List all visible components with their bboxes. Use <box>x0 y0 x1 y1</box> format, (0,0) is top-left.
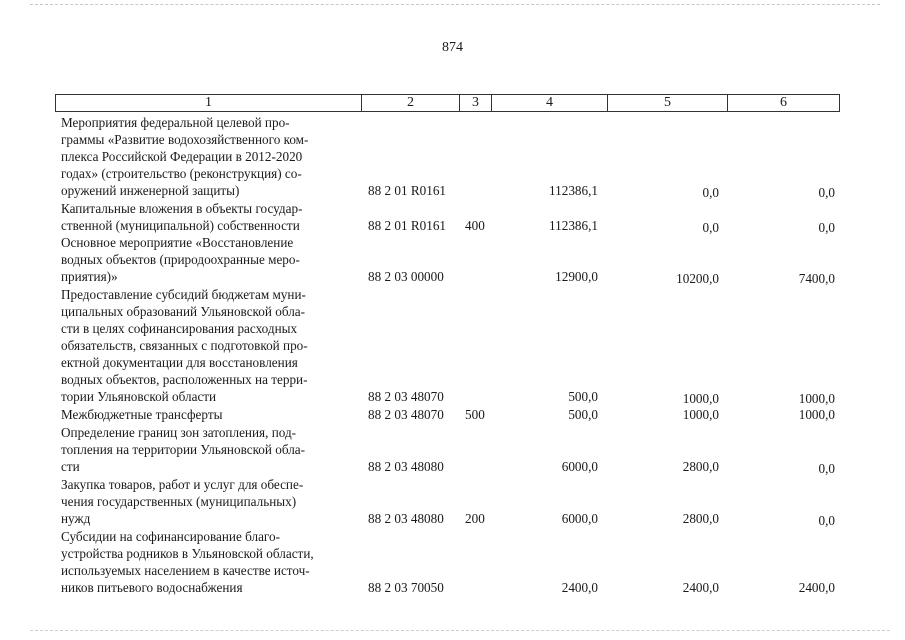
header-col-3: 3 <box>460 95 492 111</box>
row-4-code: 88 2 03 48070 <box>368 389 444 404</box>
row-5-value-6: 1000,0 <box>798 407 835 422</box>
row-2-code: 88 2 01 R0161 <box>368 218 447 233</box>
row-3-code: 88 2 03 00000 <box>368 269 444 284</box>
row-6-value-6: 0,0 <box>818 461 835 476</box>
page-number: 874 <box>442 40 463 55</box>
row-7-value-5: 2800,0 <box>682 511 719 526</box>
row-6-value-5: 2800,0 <box>682 459 719 474</box>
row-6-description: Определение границ зон затопления, под- топления на территории Ульяновской обла- сти <box>61 425 306 474</box>
header-col-6: 6 <box>780 95 787 110</box>
row-8-value-6: 2400,0 <box>798 580 835 595</box>
row-4-description: Предоставление субсидий бюджетам муни- ципальных образований Ульяновской обла- сти в целях софинансирования расходных обязательств, связанных с подготовкой про- ектной документации для восстановления водных объектов, расположенных на терри- тории Ульяновской области <box>61 287 308 404</box>
row-5-code: 88 2 03 48070 <box>368 407 444 422</box>
row-1-value-6: 0,0 <box>818 185 835 200</box>
row-5-description: Межбюджетные трансферты <box>61 407 223 422</box>
row-7-code: 88 2 03 48080 <box>368 511 444 526</box>
row-3-value-4: 12900,0 <box>555 269 598 284</box>
row-3-value-5: 10200,0 <box>676 271 719 286</box>
row-7-expense-type: 200 <box>465 511 485 526</box>
row-6-code: 88 2 03 48080 <box>368 459 444 474</box>
row-4-value-6: 1000,0 <box>798 391 835 406</box>
row-2-value-4: 112386,1 <box>549 218 598 233</box>
row-1-description: Мероприятия федеральной целевой про- граммы «Развитие водохозяйственного ком- плекса Российской Федерации в 2012-2020 годах» (строительство (реконструкция) со- оружений инженерной защиты) <box>61 115 309 198</box>
row-8-value-5: 2400,0 <box>682 580 719 595</box>
row-3-description: Основное мероприятие «Восстановление водных объектов (природоохранные меро- приятия)» <box>61 235 300 284</box>
scan-artifact-bottom <box>30 630 890 631</box>
row-1-value-5: 0,0 <box>702 185 719 200</box>
row-4-value-5: 1000,0 <box>682 391 719 406</box>
row-8-code: 88 2 03 70050 <box>368 580 444 595</box>
header-col-2: 2 <box>362 95 460 111</box>
row-5-value-5: 1000,0 <box>682 407 719 422</box>
header-col-4: 4 <box>492 95 608 111</box>
scan-artifact-top <box>30 4 880 5</box>
row-7-description: Закупка товаров, работ и услуг для обеспе- чения государственных (муниципальных) нужд <box>61 477 304 526</box>
table-header <box>55 94 840 112</box>
row-3-value-6: 7400,0 <box>798 271 835 286</box>
row-1-value-4: 112386,1 <box>549 183 598 198</box>
row-1-code: 88 2 01 R0161 <box>368 183 447 198</box>
row-2-value-5: 0,0 <box>702 220 719 235</box>
row-8-value-4: 2400,0 <box>561 580 598 595</box>
row-2-description: Капитальные вложения в объекты государ- ственной (муниципальной) собственности <box>61 201 303 233</box>
row-4-value-4: 500,0 <box>568 389 598 404</box>
row-7-value-4: 6000,0 <box>561 511 598 526</box>
header-col-5: 5 <box>608 95 728 111</box>
row-2-expense-type: 400 <box>465 218 485 233</box>
row-6-value-4: 6000,0 <box>561 459 598 474</box>
row-8-description: Субсидии на софинансирование благо- устройства родников в Ульяновской области, используемых населением в качестве источ- ников питьевого водоснабжения <box>61 529 314 595</box>
header-col-1: 1 <box>56 95 362 111</box>
row-5-value-4: 500,0 <box>568 407 598 422</box>
row-2-value-6: 0,0 <box>818 220 835 235</box>
row-7-value-6: 0,0 <box>818 513 835 528</box>
row-5-expense-type: 500 <box>465 407 485 422</box>
